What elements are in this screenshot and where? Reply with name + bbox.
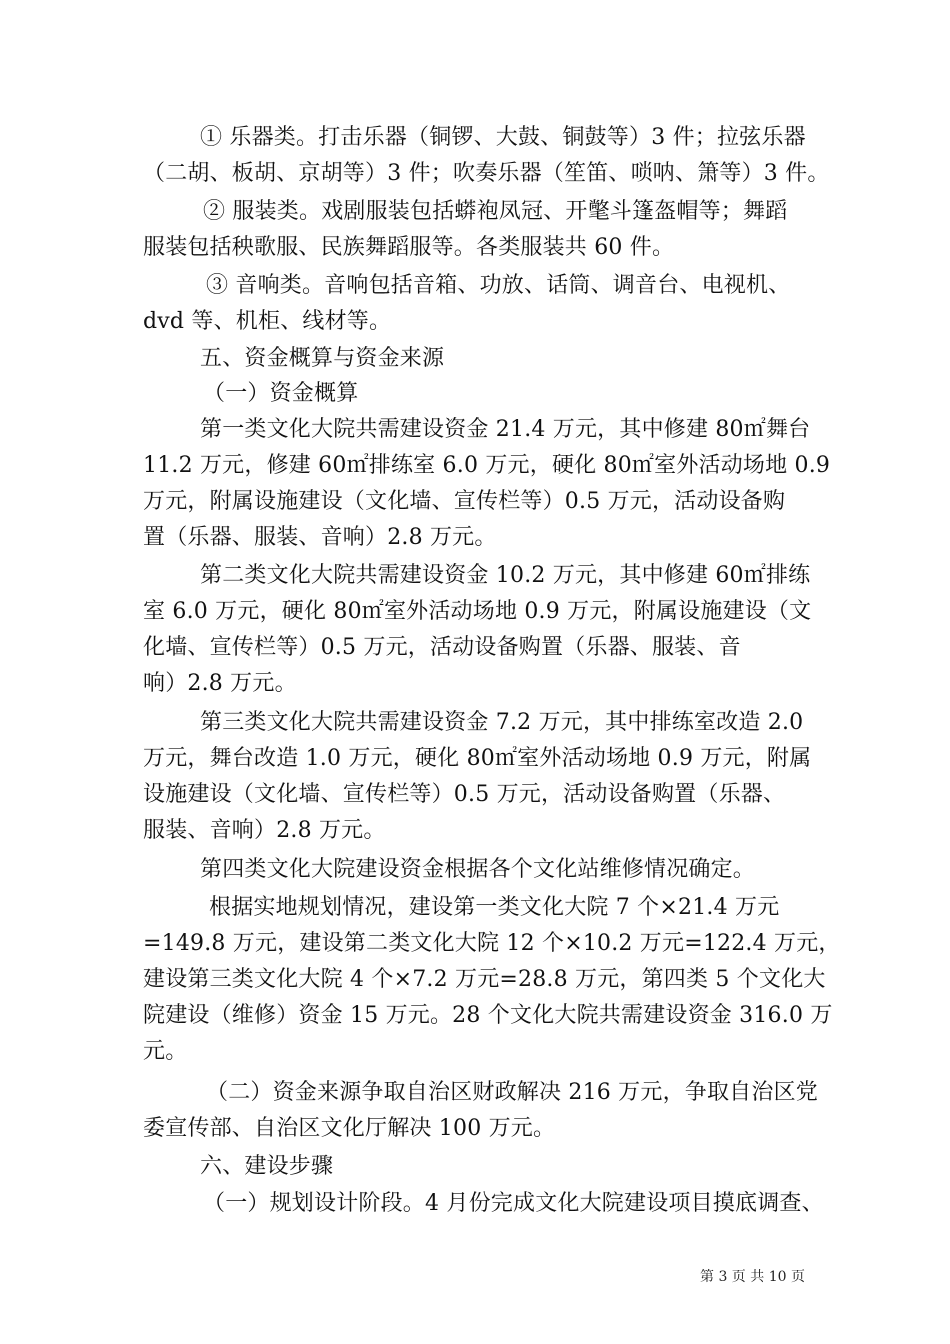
text-line: 万元，附属设施建设（文化墙、宣传栏等）0.5 万元，活动设备购 [143,489,786,514]
paragraph-planning-stage [143,1186,823,1222]
paragraph-category-2 [143,558,823,702]
text-line: （二）资金来源争取自治区财政解决 216 万元，争取自治区党 [206,1080,818,1105]
text-line: 化墙、宣传栏等）0.5 万元，活动设备购置（乐器、服装、音 [143,635,741,660]
text-line: 第二类文化大院共需建设资金 10.2 万元，其中修建 60㎡排练 [200,563,811,588]
text-line: 服装包括秧歌服、民族舞蹈服等。各类服装共 60 件。 [143,235,675,260]
text-line: 置（乐器、服装、音响）2.8 万元。 [143,525,497,550]
section-heading-funding [143,341,823,377]
text-line: 万元，舞台改造 1.0 万元，硬化 80㎡室外活动场地 0.9 万元，附属 [143,746,812,771]
paragraph-instruments [143,120,830,192]
paragraph-funding-source [143,1075,823,1147]
text-line: 六、建设步骤 [200,1154,334,1179]
section-heading-steps [143,1149,823,1185]
text-line: 院建设（维修）资金 15 万元。28 个文化大院共需建设资金 316.0 万 [143,1003,833,1028]
paragraph-category-4 [143,852,823,888]
text-line: 设施建设（文化墙、宣传栏等）0.5 万元，活动设备购置（乐器、 [143,782,786,807]
text-line: 元。 [143,1039,188,1064]
text-line: 室 6.0 万元，硬化 80㎡室外活动场地 0.9 万元，附属设施建设（文 [143,599,812,624]
text-line: 服装、音响）2.8 万元。 [143,818,386,843]
paragraph-category-1 [143,412,831,556]
paragraph-category-3 [143,705,823,849]
paragraph-total-calculation [143,890,841,1070]
text-line: 响）2.8 万元。 [143,671,297,696]
text-line: ② 服装类。戏剧服装包括蟒袍凤冠、开氅斗篷盔帽等；舞蹈 [203,199,788,224]
paragraph-audio [143,268,823,340]
subheading-budget [143,376,823,412]
text-line: =149.8 万元，建设第二类文化大院 12 个×10.2 万元=122.4 万元， [143,931,841,956]
text-line: 根据实地规划情况，建设第一类文化大院 7 个×21.4 万元 [209,895,780,920]
text-line: 第三类文化大院共需建设资金 7.2 万元，其中排练室改造 2.0 [200,710,804,735]
text-line: ③ 音响类。音响包括音箱、功放、话筒、调音台、电视机、 [206,273,791,298]
text-line: 第一类文化大院共需建设资金 21.4 万元，其中修建 80㎡舞台 [200,417,811,442]
text-line: ① 乐器类。打击乐器（铜锣、大鼓、铜鼓等）3 件；拉弦乐器 [200,125,806,150]
text-line: （一）规划设计阶段。4 月份完成文化大院建设项目摸底调查、 [203,1191,824,1216]
text-line: 五、资金概算与资金来源 [200,346,445,371]
paragraph-costumes [143,194,823,266]
page-number-footer: 第 3 页 共 10 页 [700,1269,805,1285]
text-line: （一）资金概算 [203,381,359,406]
text-line: （二胡、板胡、京胡等）3 件；吹奏乐器（笙笛、唢呐、箫等）3 件。 [143,161,830,186]
text-line: 建设第三类文化大院 4 个×7.2 万元=28.8 万元，第四类 5 个文化大 [143,967,826,992]
text-line: 委宣传部、自治区文化厅解决 100 万元。 [143,1116,556,1141]
text-line: 11.2 万元，修建 60㎡排练室 6.0 万元，硬化 80㎡室外活动场地 0.9 [143,453,831,478]
text-line: dvd 等、机柜、线材等。 [143,309,392,334]
text-line: 第四类文化大院建设资金根据各个文化站维修情况确定。 [200,857,756,882]
